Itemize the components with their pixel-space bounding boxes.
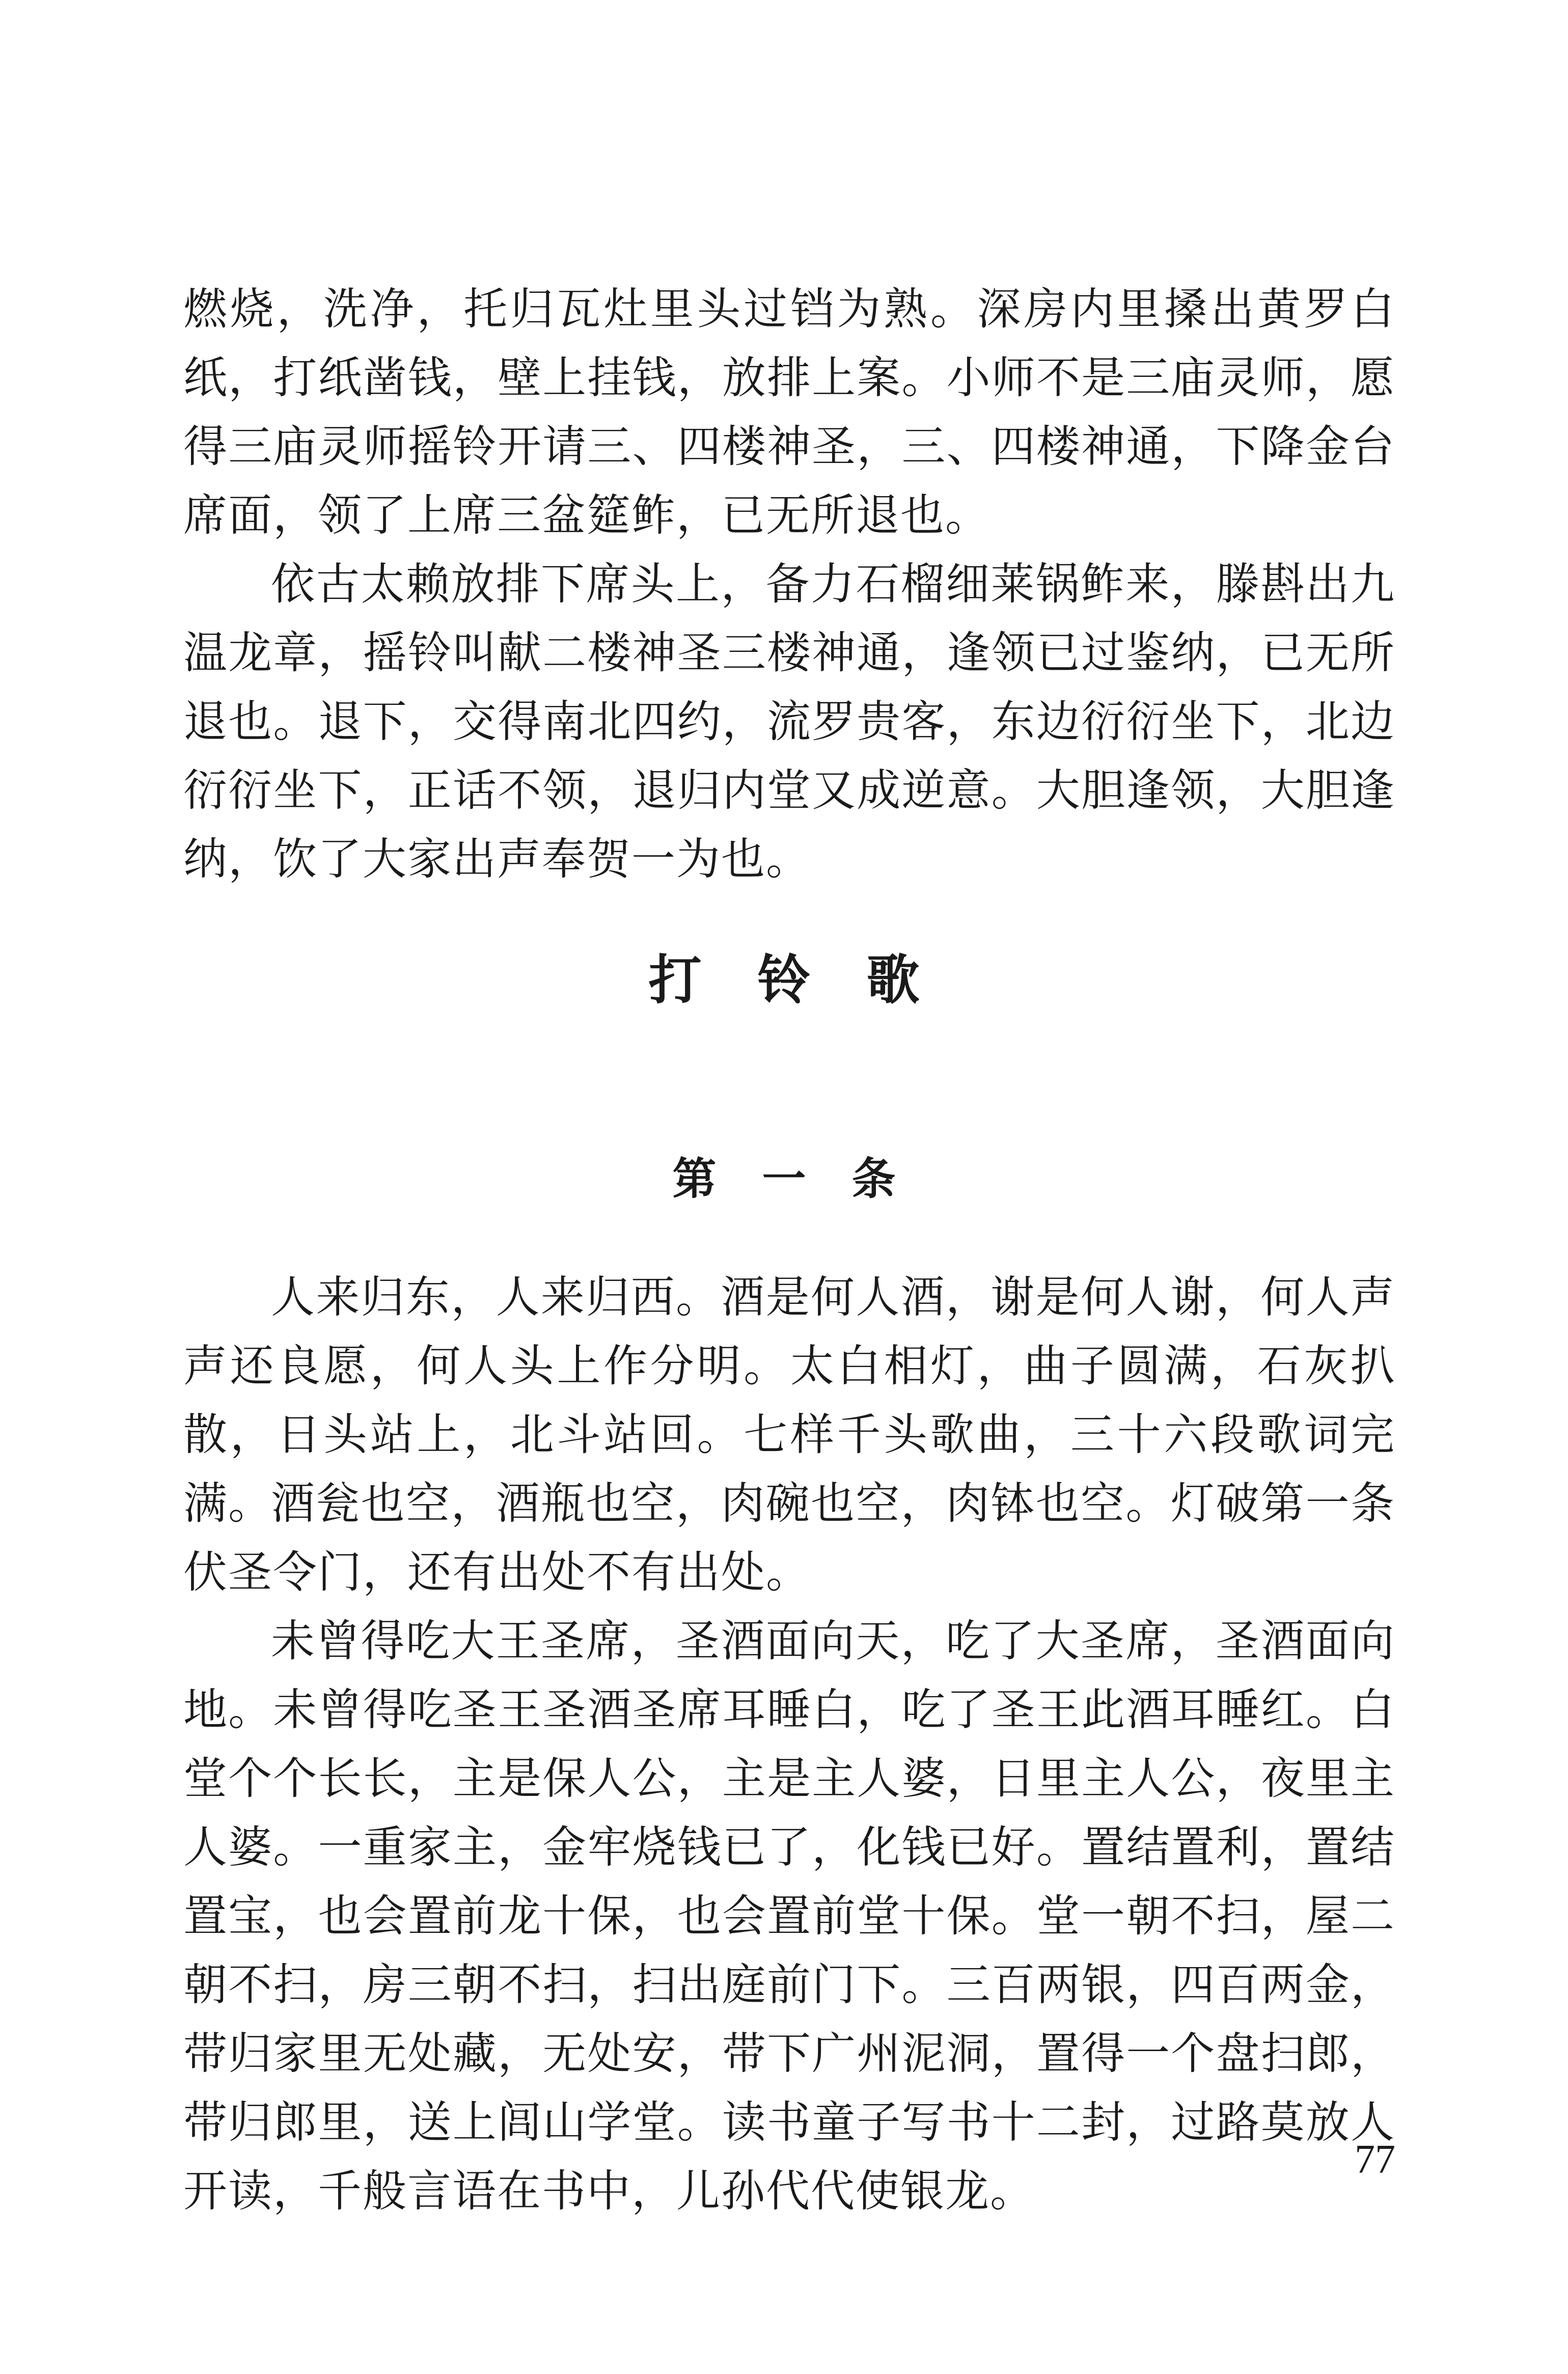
paragraph: 依古太赖放排下席头上，备力石榴细莱锅鲊来，滕斟出九温龙章，摇铃叫献二楼神圣三楼神通，逢领已过鉴纳，已无所退也。退下，交得南北四约，流罗贵客，东边衍衍坐下，北边衍衍坐下，正话不领，退归内堂又成逆意。大胆逢领，大胆逢纳，饮了大家出声奉贺一为也。 — [183, 559, 1395, 885]
section-title: 打铃歌 — [648, 949, 976, 1011]
paragraph-continued: 燃烧，洗净，托归瓦灶里头过铛为熟。深房内里搡出黄罗白纸，打纸凿钱，壁上挂钱，放排上案。小师不是三庙灵师，愿得三庙灵师摇铃开请三、四楼神圣，三、四楼神通，下降金台席面，领了上席三盆筵鲊，已无所退也。 — [183, 284, 1395, 541]
page-number: 77 — [1355, 2137, 1395, 2182]
paragraph: 酒瓮也空，酒瓶也空，肉碗也空，肉钵也空。灯破第一条伏圣令门，还有出处不有出处。 — [183, 1478, 1395, 1598]
paragraph: 人来归东，人来归西。酒是何人酒，谢是何人谢，何人声声还良愿，何人头上作分明。太白相灯，曲子圆满，石灰扒散，日头站上，北斗站回。七样千头歌曲，三十六段歌词完满。 — [183, 1272, 1395, 1529]
paragraph-block-4 — [183, 1469, 1395, 1607]
paragraph: 未曾得吃大王圣席，圣酒面向天，吃了大圣席，圣酒面向地。未曾得吃圣王圣酒圣席耳睡白，吃了圣王此酒耳睡红。白堂个个长长，主是保人公，主是主人婆，日里主人公，夜里主人婆。一重家主，金牢烧钱已了，化钱已好。置结置利，置结置宝，也会置前龙十保，也会置前堂十保。堂一朝不扫，屋二朝不扫，房三朝不扫，扫出庭前门下。三百两银，四百两金，带归家里无处藏，无处安，带下广州泥洞，置得一个盘扫郎，带归郎里，送上闾山学堂。读书童子写书十二封，过路莫放人开读，千般言语在书中，儿孙代代使银龙。 — [183, 1616, 1395, 2217]
sub-title: 第一条 — [672, 1154, 942, 1205]
paragraph-block-5 — [183, 1607, 1395, 2226]
paragraph-block-1 — [183, 275, 1395, 550]
paragraph-block-2 — [183, 550, 1395, 894]
